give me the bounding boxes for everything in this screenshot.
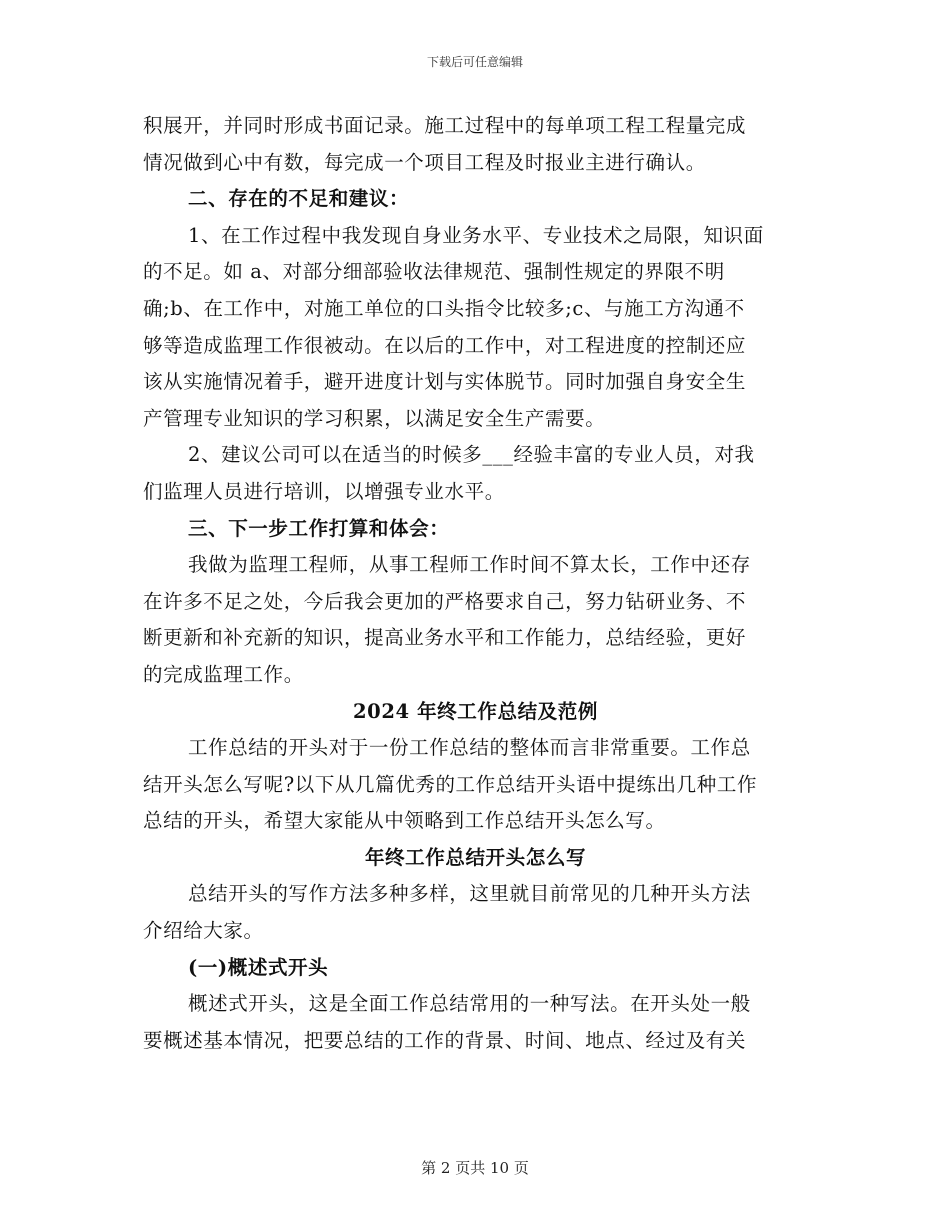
text-line: 们监理人员进行培训，以增强专业水平。 bbox=[143, 479, 505, 503]
section-heading: 三、下一步工作打算和体会： bbox=[188, 516, 450, 540]
text-line: 产管理专业知识的学习积累，以满足安全生产需要。 bbox=[143, 406, 606, 430]
text-line: 的不足。如 a、对部分细部验收法律规范、强制性规定的界限不明 bbox=[143, 260, 725, 284]
page-footer: 第 2 页共 10 页 bbox=[421, 1159, 529, 1177]
text-line: 情况做到心中有数，每完成一个项目工程及时报业主进行确认。 bbox=[143, 150, 706, 174]
text-line: 工作总结的开头对于一份工作总结的整体而言非常重要。工作总 bbox=[188, 736, 751, 760]
text-line: 2、建议公司可以在适当的时候多___经验丰富的专业人员，对我 bbox=[188, 443, 755, 467]
text-line: 断更新和补充新的知识，提高业务水平和工作能力，总结经验，更好 bbox=[143, 626, 747, 650]
section-title: 年终工作总结开头怎么写 bbox=[364, 845, 587, 869]
page-header: 下载后可任意编辑 bbox=[426, 55, 523, 69]
text-line: 要概述基本情况，把要总结的工作的背景、时间、地点、经过及有关 bbox=[143, 1028, 747, 1052]
text-line: 1、在工作过程中我发现自身业务水平、专业技术之局限，知识面 bbox=[188, 223, 764, 247]
text-line: 概述式开头，这是全面工作总结常用的一种写法。在开头处一般 bbox=[188, 992, 751, 1016]
section-heading: (一)概述式开头 bbox=[188, 955, 329, 979]
text-line: 我做为监理工程师，从事工程师工作时间不算太长，工作中还存 bbox=[188, 553, 751, 577]
section-title: 2024 年终工作总结及范例 bbox=[353, 699, 598, 723]
section-heading: 二、存在的不足和建议： bbox=[188, 187, 410, 211]
text-line: 该从实施情况着手，避开进度计划与实体脱节。同时加强自身安全生 bbox=[143, 370, 747, 394]
text-line: 总结的开头，希望大家能从中领略到工作总结开头怎么写。 bbox=[143, 809, 666, 833]
text-line: 结开头怎么写呢?以下从几篇优秀的工作总结开头语中提练出几种工作 bbox=[143, 772, 758, 796]
text-line: 够等造成监理工作很被动。在以后的工作中，对工程进度的控制还应 bbox=[143, 333, 747, 357]
text-line: 介绍给大家。 bbox=[143, 919, 264, 943]
text-line: 在许多不足之处，今后我会更加的严格要求自己，努力钻研业务、不 bbox=[143, 589, 747, 613]
text-line: 总结开头的写作方法多种多样，这里就目前常见的几种开头方法 bbox=[188, 882, 751, 906]
text-line: 确;b、在工作中，对施工单位的口头指令比较多;c、与施工方沟通不 bbox=[143, 296, 745, 320]
text-line: 积展开，并同时形成书面记录。施工过程中的每单项工程工程量完成 bbox=[143, 114, 747, 137]
text-line: 的完成监理工作。 bbox=[143, 662, 304, 686]
document-body bbox=[143, 108, 808, 1059]
